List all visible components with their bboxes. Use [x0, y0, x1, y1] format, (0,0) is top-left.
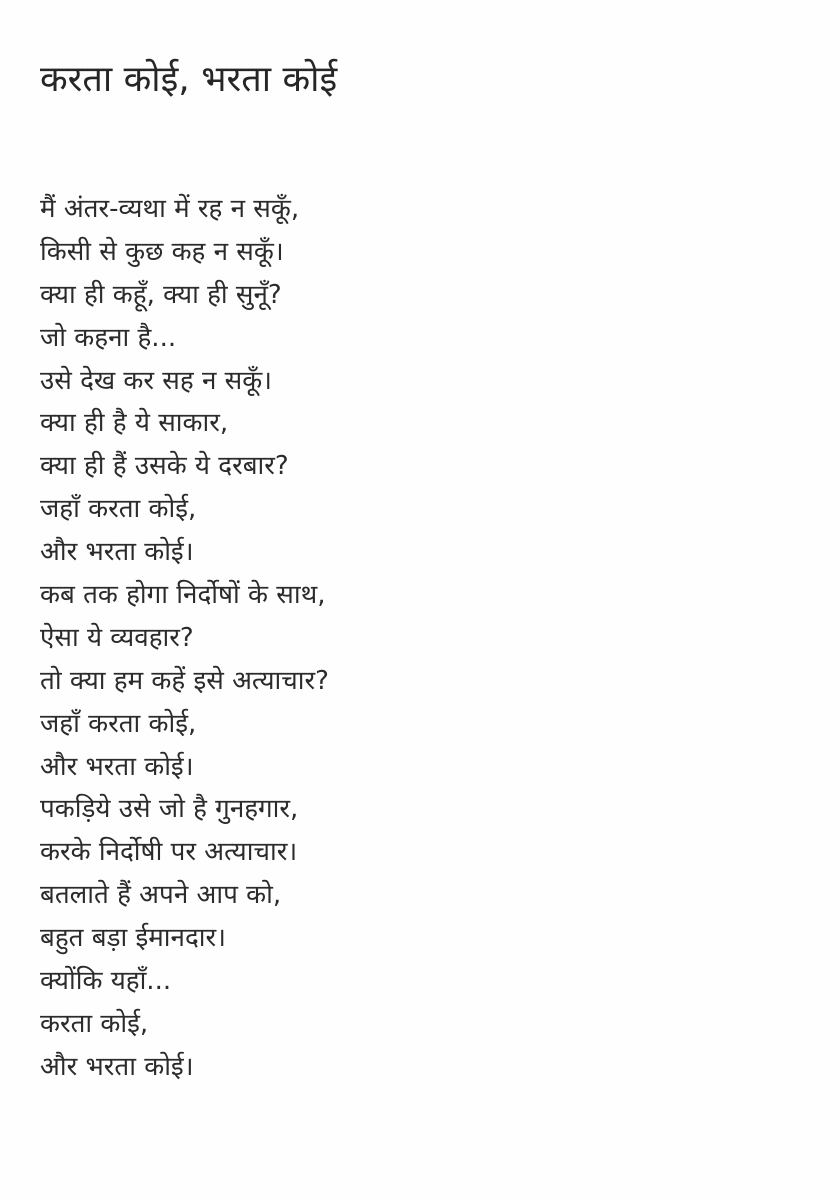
poem-line: पकड़िये उसे जो है गुनहगार, [40, 794, 299, 825]
poem-line: कब तक होगा निर्दोषों के साथ, [40, 580, 326, 611]
poem-line: करके निर्दोषी पर अत्याचार। [40, 837, 298, 868]
poem-title: करता कोई, भरता कोई [40, 59, 338, 100]
poem-line: करता कोई, [40, 1008, 149, 1039]
poem-line: तो क्या हम कहें इसे अत्याचार? [40, 665, 329, 696]
poem-line: और भरता कोई। [40, 1051, 194, 1082]
poem-line: किसी से कुछ कह न सकूँ। [40, 236, 284, 267]
poem-line: जहाँ करता कोई, [40, 708, 197, 739]
poem-line: उसे देख कर सह न सकूँ। [40, 365, 273, 396]
poem-line: क्या ही हैं उसके ये दरबार? [40, 451, 289, 482]
poem-line: क्योंकि यहाँ... [40, 966, 172, 997]
poem-line: बतलाते हैं अपने आप को, [40, 880, 282, 911]
poem-body [40, 188, 329, 1089]
poem-line: मैं अंतर-व्यथा में रह न सकूँ, [40, 194, 300, 224]
poem-line: क्या ही कहूँ, क्या ही सुनूँ? [40, 279, 282, 310]
poem-line: क्या ही है ये साकार, [40, 408, 229, 439]
poem-line: और भरता कोई। [40, 751, 194, 782]
poem-line: बहुत बड़ा ईमानदार। [40, 923, 226, 954]
poem-line: जहाँ करता कोई, [40, 494, 197, 525]
poem-line: ऐसा ये व्यवहार? [40, 622, 194, 653]
poem-line: जो कहना है... [40, 322, 177, 353]
poem-line: और भरता कोई। [40, 537, 194, 568]
